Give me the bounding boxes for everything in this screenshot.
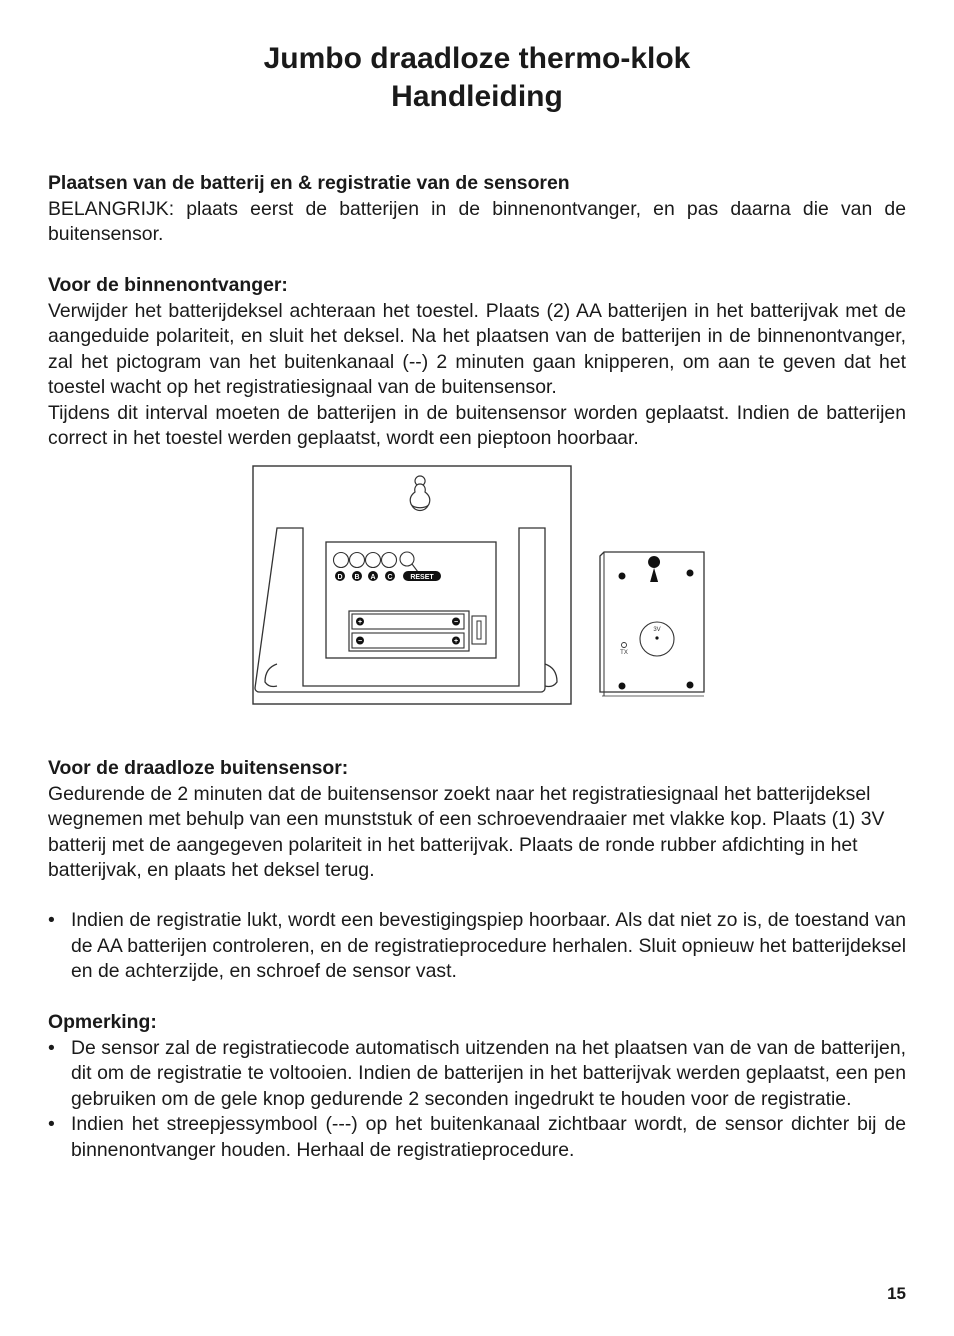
paragraph: Verwijder het batterijdeksel achteraan het toestel. Plaats (2) AA batterijen in het batterijvak met de aangeduide polariteit, en sluit het deksel. Na het plaatsen van de batterijen in de binnenontvanger, zal het pictogram van het buitenkanaal (--) 2 minuten gaan knipperen, om aan te geven dat het toestel wacht op het registratiesignaal van de buitensensor.	[48, 299, 906, 398]
section-outdoor-bullets	[48, 908, 906, 985]
paragraph: Gedurende de 2 minuten dat de buitensensor zoekt naar het registratiesignaal het batterijdeksel wegnemen met behulp van een munststuk of een schroevendraaier met vlakke kop. Plaats (1) 3V batterij met de aangegeven polariteit in het batterijvak. Plaats de ronde rubber afdichting in het batterijvak, en plaats het deksel terug.	[48, 782, 885, 881]
receiver-back-panel	[253, 466, 571, 704]
list-item: • Indien de registratie lukt, wordt een bevestigingspiep hoorbaar. Als dat niet zo is, de toestand van de AA batterijen controleren, en de registratieprocedure herhalen. Sluit opnieuw het batterijdeksel en de achterzijde, en schroef de sensor vast.	[48, 908, 906, 985]
section-heading: Plaatsen van de batterij en & registratie van de sensoren	[48, 172, 570, 194]
svg-text:+: +	[357, 619, 363, 626]
list-item: • Indien het streepjessymbool (---) op het buitenkanaal zichtbaar wordt, de sensor dichter bij de binnenontvanger houden. Herhaal de registratieprocedure.	[48, 1112, 906, 1163]
section-heading: Voor de binnenontvanger:	[48, 274, 288, 296]
button-b-label: B	[354, 574, 360, 581]
sensor-tx-label: TX	[620, 650, 628, 656]
important-note: BELANGRIJK: plaats eerst de batterijen in de binnenontvanger, en pas daarna die van de buitensensor.	[48, 197, 906, 245]
page-title	[0, 40, 954, 116]
svg-text:+: +	[453, 638, 459, 645]
section-outdoor-sensor	[48, 756, 906, 884]
button-a-label: A	[370, 574, 376, 581]
outdoor-sensor	[600, 552, 704, 696]
button-row	[334, 552, 442, 581]
title-line-2: Handleiding	[391, 80, 563, 113]
reset-label: RESET	[410, 574, 434, 581]
button-c-label: C	[387, 574, 393, 581]
paragraph: Tijdens dit interval moeten de batterijen in de buitensensor worden geplaatst. Indien de batterijen correct in het toestel werden geplaatst, wordt een pieptoon hoorbaar.	[48, 401, 906, 449]
title-line-1: Jumbo draadloze thermo-klok	[263, 42, 691, 75]
button-d-label: D	[337, 574, 343, 581]
svg-text:−: −	[357, 638, 363, 645]
section-battery-registration	[48, 171, 906, 248]
page-number: 15	[887, 1284, 906, 1303]
battery-installation-illustration	[250, 464, 710, 708]
section-remark	[48, 1010, 906, 1163]
sensor-voltage-label: 3V	[653, 627, 661, 633]
stand-frame	[255, 528, 545, 692]
section-indoor-receiver	[48, 273, 906, 452]
list-item: • De sensor zal de registratiecode automatisch uitzenden na het plaatsen van de van de batterijen, dit om de registratie te voltooien. Indien de batterijen in het batterijvak werden geplaatst, een pen gebruiken om de gele knop gedurende 2 seconden ingedrukt te houden voor de registratie.	[48, 1036, 906, 1113]
aa-batteries	[349, 611, 486, 651]
section-heading: Opmerking:	[48, 1011, 157, 1033]
svg-text:−: −	[453, 619, 459, 626]
section-heading: Voor de draadloze buitensensor:	[48, 757, 349, 779]
